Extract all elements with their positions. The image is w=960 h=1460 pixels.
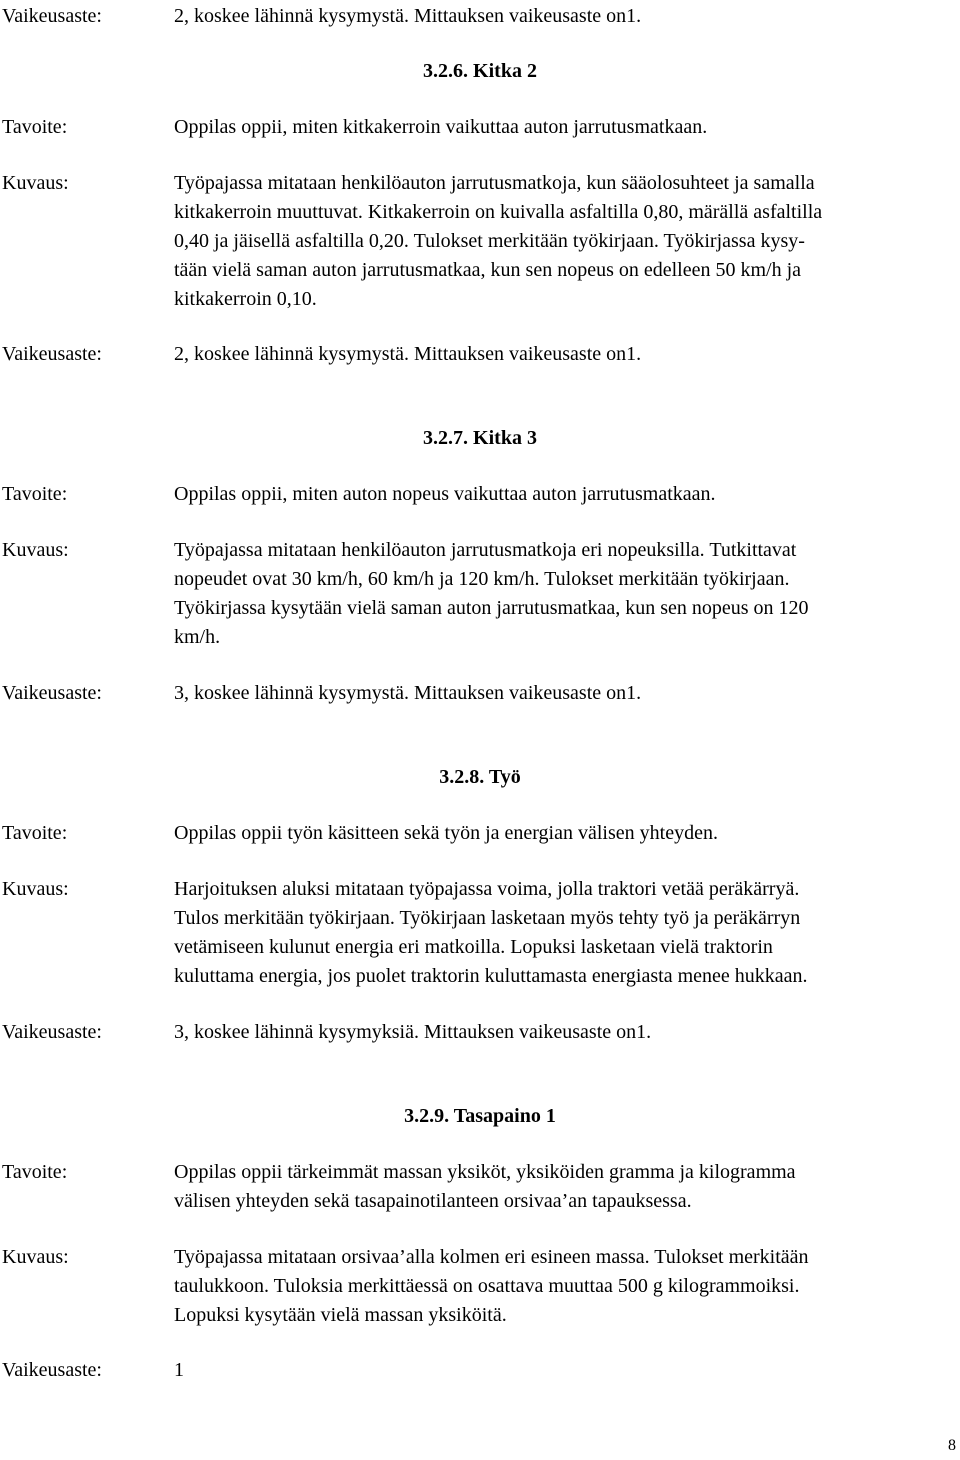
goal-label: Tavoite: [2, 116, 68, 138]
description-line: taulukkoon. Tuloksia merkittäessä on osattava muuttaa 500 g kilogrammoiksi. [174, 1275, 800, 1297]
description-label: Kuvaus: [2, 172, 69, 194]
description-line: kitkakerroin 0,10. [174, 288, 317, 310]
goal-line: välisen yhteyden sekä tasapainotilanteen orsivaa’an tapauksessa. [174, 1190, 692, 1212]
description-line: kuluttama energia, jos puolet traktorin kuluttamasta energiasta menee hukkaan. [174, 965, 808, 987]
difficulty-text: 3, koskee lähinnä kysymystä. Mittauksen vaikeusaste on1. [174, 682, 642, 704]
page-number: 8 [948, 1437, 956, 1454]
difficulty-text: 2, koskee lähinnä kysymystä. Mittauksen vaikeusaste on1. [174, 343, 642, 365]
goal-text: Oppilas oppii työn käsitteen sekä työn ja energian välisen yhteyden. [174, 822, 718, 844]
description-line: Lopuksi kysytään vielä massan yksiköitä. [174, 1304, 507, 1326]
description-text [174, 1243, 960, 1330]
goal-text: Oppilas oppii, miten auton nopeus vaikuttaa auton jarrutusmatkaan. [174, 483, 716, 505]
difficulty-label: Vaikeusaste: [2, 343, 102, 365]
description-line: 0,40 ja jäisellä asfaltilla 0,20. Tulokset merkitään työkirjaan. Työkirjassa kysy- [174, 230, 805, 252]
description-line: kitkakerroin muuttuvat. Kitkakerroin on kuivalla asfaltilla 0,80, märällä asfaltilla [174, 201, 823, 223]
description-line: tään vielä saman auton jarrutusmatkaa, kun sen nopeus on edelleen 50 km/h ja [174, 259, 802, 281]
goal-text: Oppilas oppii, miten kitkakerroin vaikuttaa auton jarrutusmatkaan. [174, 116, 708, 138]
description-line: km/h. [174, 626, 221, 648]
description-line: Työpajassa mitataan henkilöauton jarrutusmatkoja, kun sääolosuhteet ja samalla [174, 172, 815, 194]
difficulty-text: 3, koskee lähinnä kysymyksiä. Mittauksen vaikeusaste on1. [174, 1021, 652, 1043]
description-line: Työpajassa mitataan henkilöauton jarrutusmatkoja eri nopeuksilla. Tutkittavat [174, 539, 797, 561]
description-label: Kuvaus: [2, 539, 69, 561]
goal-text [174, 1158, 960, 1216]
description-text [174, 875, 960, 991]
section-heading-3-2-9: 3.2.9. Tasapaino 1 [404, 1105, 556, 1127]
difficulty-text: 2, koskee lähinnä kysymystä. Mittauksen vaikeusaste on1. [174, 5, 642, 27]
description-line: nopeudet ovat 30 km/h, 60 km/h ja 120 km/h. Tulokset merkitään työkirjaan. [174, 568, 790, 590]
difficulty-label: Vaikeusaste: [2, 1359, 102, 1381]
goal-label: Tavoite: [2, 822, 68, 844]
description-line: Työpajassa mitataan orsivaa’alla kolmen eri esineen massa. Tulokset merkitään [174, 1246, 809, 1268]
description-label: Kuvaus: [2, 1246, 69, 1268]
difficulty-text: 1 [174, 1359, 184, 1381]
description-label: Kuvaus: [2, 878, 69, 900]
section-heading-3-2-7: 3.2.7. Kitka 3 [423, 427, 537, 449]
description-text [174, 536, 960, 652]
description-line: vetämiseen kulunut energia eri matkoilla. Lopuksi lasketaan vielä traktorin [174, 936, 773, 958]
description-text [174, 169, 960, 314]
section-heading-3-2-8: 3.2.8. Työ [439, 766, 521, 788]
difficulty-label: Vaikeusaste: [2, 5, 102, 27]
goal-label: Tavoite: [2, 483, 68, 505]
section-heading-3-2-6: 3.2.6. Kitka 2 [423, 60, 537, 82]
goal-label: Tavoite: [2, 1161, 68, 1183]
description-line: Työkirjassa kysytään vielä saman auton jarrutusmatkaa, kun sen nopeus on 120 [174, 597, 809, 619]
difficulty-label: Vaikeusaste: [2, 1021, 102, 1043]
description-line: Harjoituksen aluksi mitataan työpajassa voima, jolla traktori vetää peräkärryä. [174, 878, 800, 900]
difficulty-label: Vaikeusaste: [2, 682, 102, 704]
description-line: Tulos merkitään työkirjaan. Työkirjaan lasketaan myös tehty työ ja peräkärryn [174, 907, 801, 929]
goal-line: Oppilas oppii tärkeimmät massan yksiköt, yksiköiden gramma ja kilogramma [174, 1161, 796, 1183]
